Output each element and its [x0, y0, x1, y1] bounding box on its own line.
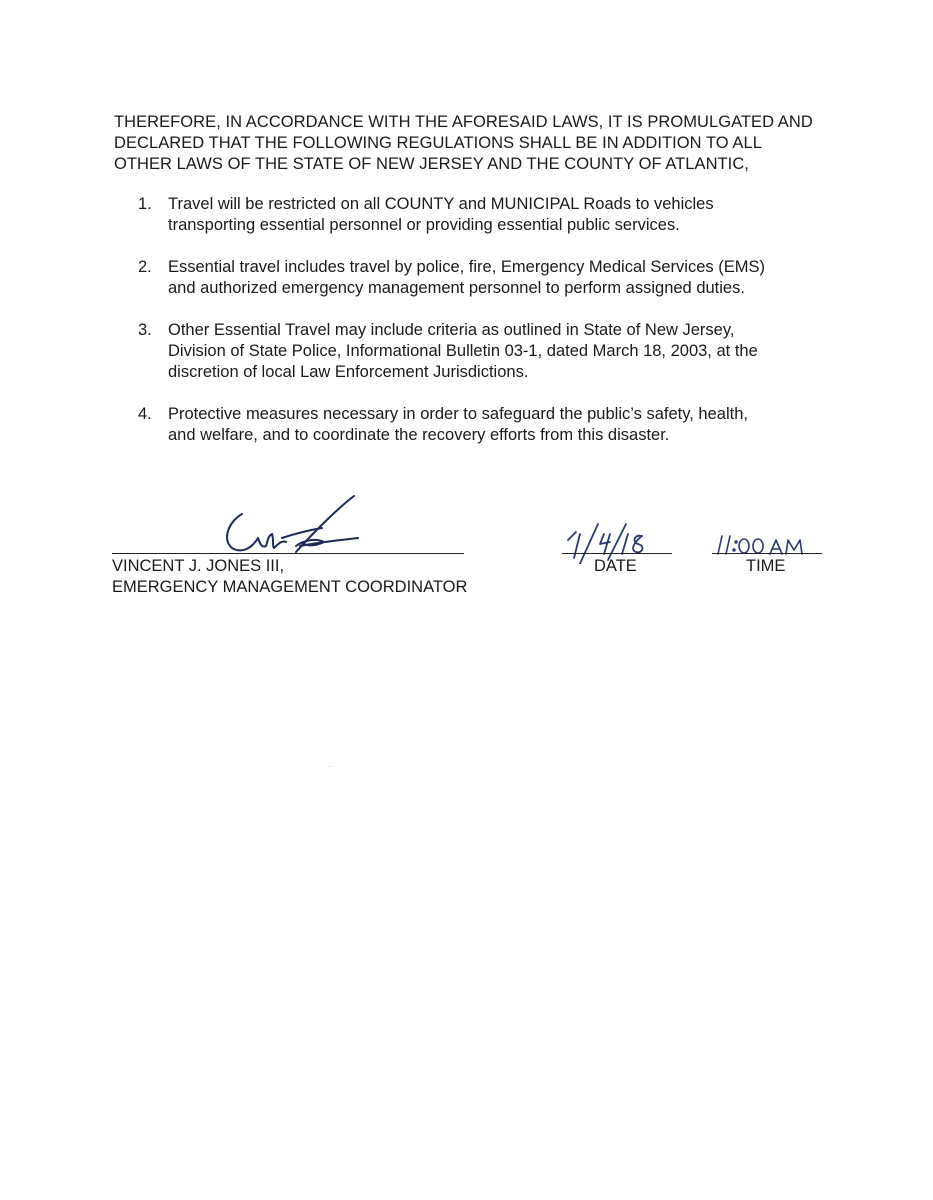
preamble-line: THEREFORE, IN ACCORDANCE WITH THE AFORESAID LAWS, IT IS PROMULGATED AND — [114, 113, 813, 131]
regulation-number: 2. — [138, 258, 152, 276]
signature-block — [112, 488, 472, 608]
preamble-paragraph — [114, 112, 834, 175]
regulation-line: discretion of local Law Enforcement Jurisdictions. — [168, 363, 529, 381]
signature-line — [112, 553, 464, 554]
signatory-name: VINCENT J. JONES III, — [112, 557, 285, 575]
regulation-line: Division of State Police, Informational Bulletin 03-1, dated March 18, 2003, at the — [168, 342, 758, 360]
regulation-line: Travel will be restricted on all COUNTY and MUNICIPAL Roads to vehicles — [168, 195, 714, 213]
regulation-number: 4. — [138, 405, 152, 423]
preamble-line: OTHER LAWS OF THE STATE OF NEW JERSEY AND THE COUNTY OF ATLANTIC, — [114, 155, 749, 173]
regulation-number: 1. — [138, 195, 152, 213]
regulation-line: Essential travel includes travel by police, fire, Emergency Medical Services (EMS) — [168, 258, 765, 276]
regulation-item — [138, 320, 838, 383]
regulation-item — [138, 257, 838, 299]
time-underline — [712, 553, 822, 554]
regulations-list — [138, 194, 838, 467]
regulation-line: and authorized emergency management personnel to perform assigned duties. — [168, 279, 745, 297]
regulation-line: and welfare, and to coordinate the recovery efforts from this disaster. — [168, 426, 670, 444]
date-label: DATE — [594, 557, 637, 575]
handwritten-signature — [212, 488, 372, 558]
regulation-item — [138, 404, 838, 446]
time-label: TIME — [746, 557, 786, 575]
regulation-number: 3. — [138, 321, 152, 339]
date-underline — [562, 553, 672, 554]
signatory-title: EMERGENCY MANAGEMENT COORDINATOR — [112, 578, 468, 596]
regulation-line: transporting essential personnel or providing essential public services. — [168, 216, 680, 234]
preamble-line: DECLARED THAT THE FOLLOWING REGULATIONS SHALL BE IN ADDITION TO ALL — [114, 134, 762, 152]
time-field — [712, 520, 824, 580]
regulation-line: Other Essential Travel may include criteria as outlined in State of New Jersey, — [168, 321, 735, 339]
scan-speck — [329, 766, 330, 767]
regulation-item — [138, 194, 838, 236]
date-field — [562, 520, 674, 580]
regulation-line: Protective measures necessary in order to safeguard the public’s safety, health, — [168, 405, 748, 423]
